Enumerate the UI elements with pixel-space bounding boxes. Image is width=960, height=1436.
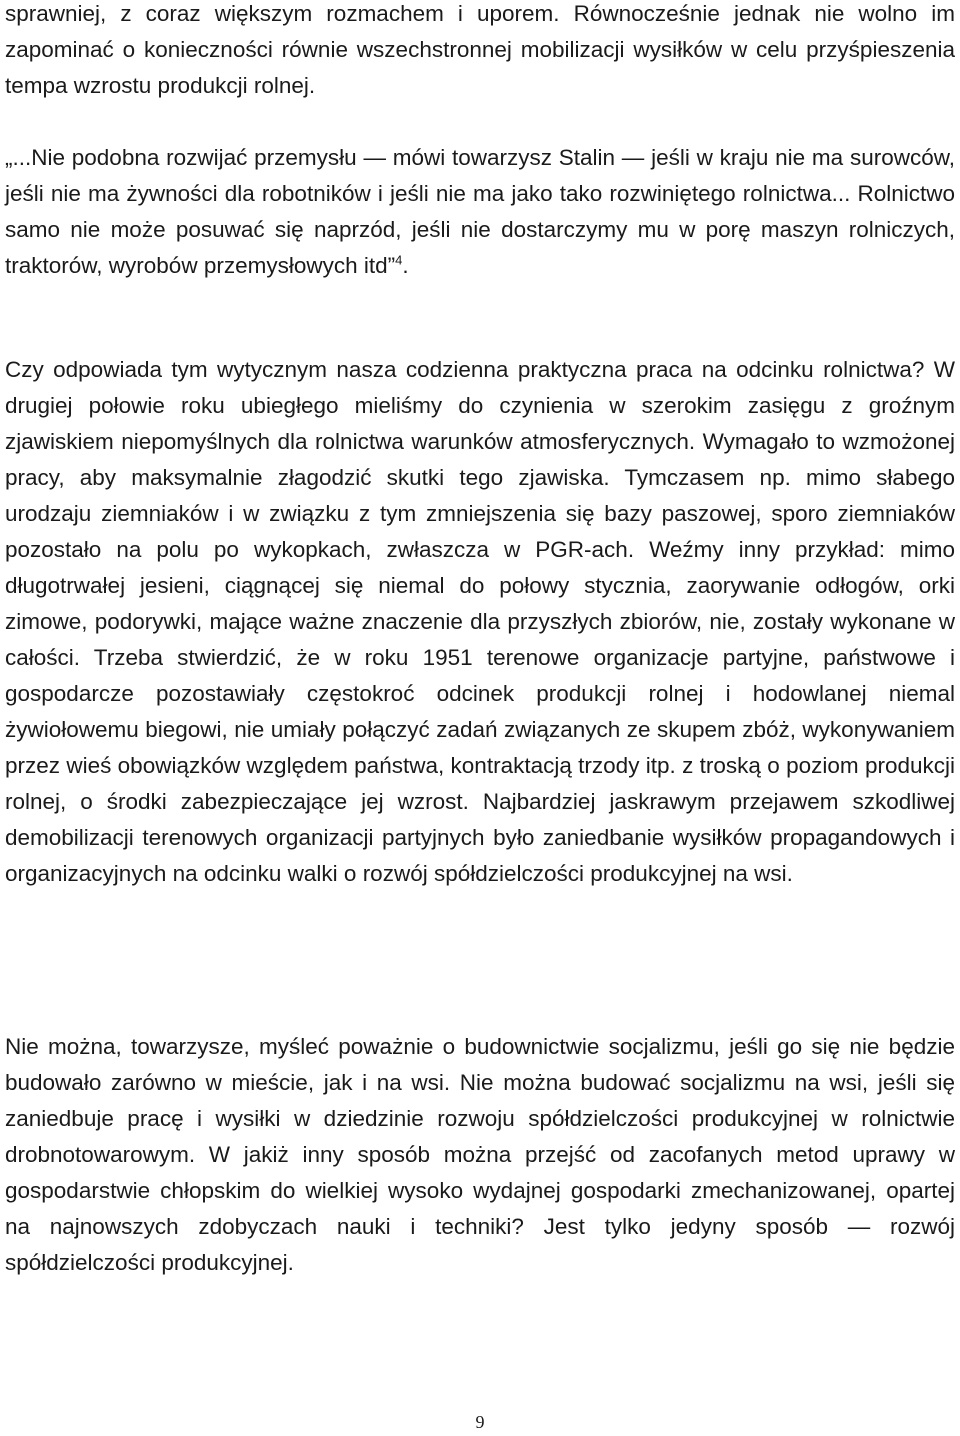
paragraph-4: Nie można, towarzysze, myśleć poważnie o budownictwie socjalizmu, jeśli go się nie będzie budowało zarówno w mieście, jak i na wsi. Nie można budować socjalizmu na wsi, jeśli się zaniedbuje pracę i wysiłki w dziedzinie rozwoju spółdzielczości produkcyjnej w rolnictwie drobnotowarowym. W jakiż inny sposób można przejść od zacofanych metod uprawy w gospodarstwie chłopskim do wielkiej wysoko wydajnej gospodarki zmechanizowanej, opartej na najnowszych zdobyczach nauki i techniki? Jest tylko jedyny sposób — rozwój spółdzielczości produkcyjnej. [5, 1034, 955, 1275]
paragraph-2-quote [5, 140, 955, 284]
quote-end: . [402, 253, 409, 278]
paragraph-1: sprawniej, z coraz większym rozmachem i uporem. Równocześnie jednak nie wolno im zapominać o konieczności równie wszechstronnej mobilizacji wysiłków w celu przyśpieszenia tempa wzrostu produkcji rolnej. [5, 1, 955, 98]
quote-text: „...Nie podobna rozwijać przemysłu — mówi towarzysz Stalin — jeśli w kraju nie ma surowców, jeśli nie ma żywności dla robotników i jeśli nie ma jako tako rozwiniętego rolnictwa... Rolnictwo samo nie może posuwać się naprzód, jeśli nie dostarczymy mu w porę maszyn rolniczych, traktorów, wyrobów przemysłowych itd” [5, 145, 955, 278]
page-number: 9 [475, 1412, 485, 1432]
paragraph-3: Czy odpowiada tym wytycznym nasza codzienna praktyczna praca na odcinku rolnictwa? W drugiej połowie roku ubiegłego mieliśmy do czynienia w szerokim zasięgu z groźnym zjawiskiem niepomyślnych dla rolnictwa warunków atmosferycznych. Wymagało to wzmożonej pracy, aby maksymalnie złagodzić skutki tego zjawiska. Tymczasem np. mimo słabego urodzaju ziemniaków i w związku z tym zmniejszenia się bazy paszowej, sporo ziemniaków pozostało na polu po wykopkach, zwłaszcza w PGR-ach. Weźmy inny przykład: mimo długotrwałej jesieni, ciągnącej się niemal do połowy stycznia, zaorywanie odłogów, orki zimowe, podorywki, mające ważne znaczenie dla przyszłych zbiorów, nie, zostały wykonane w całości. Trzeba stwierdzić, że w roku 1951 terenowe organizacje partyjne, państwowe i gospodarcze pozostawiały częstokroć odcinek produkcji rolnej i hodowlanej niemal żywiołowemu biegowi, nie umiały połączyć zadań związanych ze skupem zbóż, wykonywaniem przez wieś obowiązków względem państwa, kontraktacją trzody itp. z troską o poziom produkcji rolnej, o środki zabezpieczające jej wzrost. Najbardziej jaskrawym przejawem szkodliwej demobilizacji terenowych organizacji partyjnych było zaniedbanie wysiłków propagandowych i organizacyjnych na odcinku walki o rozwój spółdzielczości produkcyjnej na wsi. [5, 357, 955, 886]
footnote-reference[interactable]: 4 [395, 252, 403, 268]
